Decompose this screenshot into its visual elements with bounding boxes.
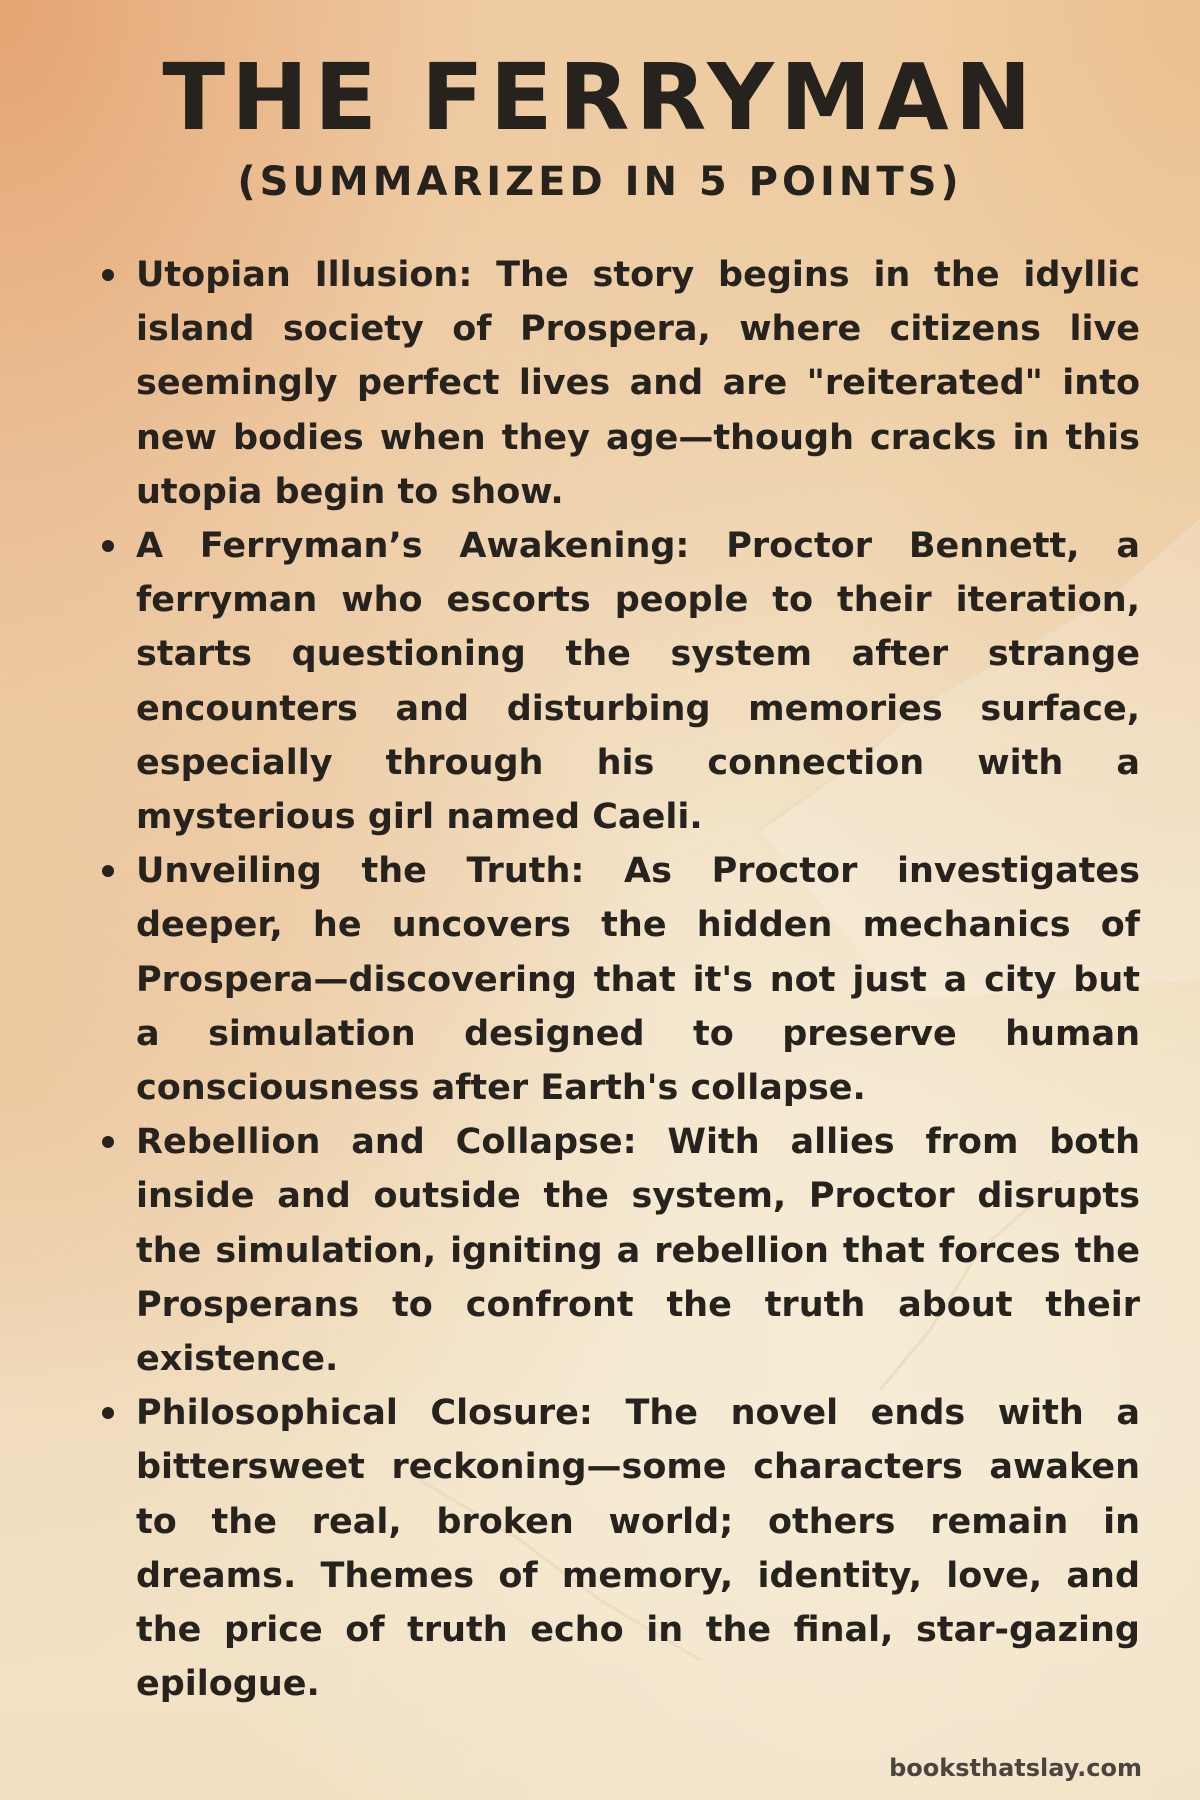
summary-point-text: Utopian Illusion: The story begins in the idyllic island society of Prospera, where citizens live seemingly perfect lives and are "reiterated" into new bodies when they age—though cracks in this utopia begin to show. xyxy=(136,255,1140,512)
summary-point-text: Philosophical Closure: The novel ends with a bittersweet reckoning—some characters awaken to the real, broken world; others remain in dreams. Themes of memory, identity, love, and the price of truth echo in the final, star-gazing epilogue. xyxy=(136,1393,1140,1705)
bullet-icon xyxy=(102,1407,114,1419)
page-title: THE FERRYMAN xyxy=(162,44,1038,151)
summary-point-text: Unveiling the Truth: As Proctor investigates deeper, he uncovers the hidden mechanics of Prospera—discovering that it's not just a city but a simulation designed to preserve human consciousness after Earth's collapse. xyxy=(136,851,1140,1109)
bullet-icon xyxy=(102,269,114,281)
summary-point xyxy=(96,1386,1140,1711)
summary-point xyxy=(96,1115,1140,1386)
site-credit: booksthatslay.com xyxy=(889,1754,1142,1782)
summary-point-text: A Ferryman’s Awakening: Proctor Bennett, a ferryman who escorts people to their iteration, starts questioning the system after strange encounters and disturbing memories surface, especially through his connection with a mysterious girl named Caeli. xyxy=(136,526,1140,838)
summary-points-list xyxy=(96,248,1140,1711)
bullet-icon xyxy=(102,540,114,552)
summary-point xyxy=(96,844,1140,1115)
bullet-icon xyxy=(102,1136,114,1148)
page-subtitle: (SUMMARIZED IN 5 POINTS) xyxy=(237,159,963,205)
summary-point-text: Rebellion and Collapse: With allies from both inside and outside the system, Proctor disrupts the simulation, igniting a rebellion that forces the Prosperans to confront the truth about their existence. xyxy=(136,1122,1140,1380)
summary-point xyxy=(96,519,1140,844)
bullet-icon xyxy=(102,865,114,877)
summary-point xyxy=(96,248,1140,519)
